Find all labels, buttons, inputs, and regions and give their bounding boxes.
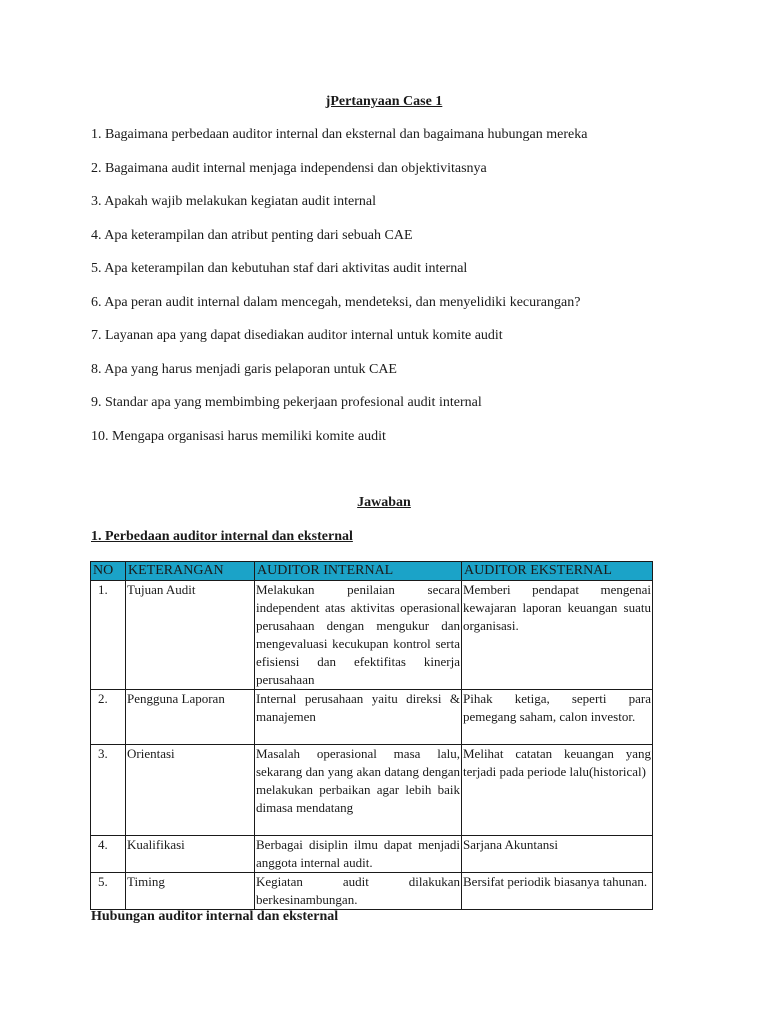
question-item: 9. Standar apa yang membimbing pekerjaan profesional audit internal [91, 395, 482, 410]
document-title: jPertanyaan Case 1 [325, 94, 443, 109]
cell-internal: Masalah operasional masa lalu, sekarang dan yang akan datang dengan melakukan perbaikan agar lebih baik dimasa mendatang [255, 745, 462, 836]
cell-keterangan: Tujuan Audit [126, 581, 255, 690]
cell-no: 1. [91, 581, 126, 690]
table-row [91, 690, 653, 745]
cell-keterangan: Kualifikasi [126, 836, 255, 873]
cell-eksternal: Melihat catatan keuangan yang terjadi pada periode lalu(historical) [462, 745, 653, 836]
question-item: 5. Apa keterampilan dan kebutuhan staf dari aktivitas audit internal [91, 261, 468, 276]
section-heading: 1. Perbedaan auditor internal dan eksternal [91, 529, 353, 544]
cell-eksternal: Bersifat periodik biasanya tahunan. [462, 873, 653, 910]
answer-heading: Jawaban [357, 495, 411, 510]
table-row [91, 745, 653, 836]
question-item: 8. Apa yang harus menjadi garis pelaporan untuk CAE [91, 361, 397, 377]
question-item: 10. Mengapa organisasi harus memiliki komite audit [91, 428, 386, 444]
question-item: 6. Apa peran audit internal dalam mencegah, mendeteksi, dan menyelidiki kecurangan? [91, 294, 581, 310]
cell-eksternal: Sarjana Akuntansi [462, 836, 653, 873]
comparison-table [90, 561, 653, 910]
question-list [91, 126, 711, 461]
table-row [91, 581, 653, 690]
cell-no: 5. [91, 873, 126, 910]
question-item: 1. Bagaimana perbedaan auditor internal dan eksternal dan bagaimana hubungan mereka [91, 127, 588, 142]
header-keterangan: KETERANGAN [126, 562, 255, 581]
cell-keterangan: Timing [126, 873, 255, 910]
table-header-row [91, 562, 653, 581]
cell-internal: Kegiatan audit dilakukan berkesinambungan. [255, 873, 462, 910]
question-item: 3. Apakah wajib melakukan kegiatan audit internal [91, 194, 376, 209]
question-item: 7. Layanan apa yang dapat disediakan auditor internal untuk komite audit [91, 328, 503, 343]
cell-internal: Internal perusahaan yaitu direksi & manajemen [255, 690, 462, 745]
table-row [91, 836, 653, 873]
cell-eksternal: Memberi pendapat mengenai kewajaran laporan keuangan suatu organisasi. [462, 581, 653, 690]
table-row [91, 873, 653, 910]
cell-internal: Berbagai disiplin ilmu dapat menjadi anggota internal audit. [255, 836, 462, 873]
cell-no: 3. [91, 745, 126, 836]
sub-heading: Hubungan auditor internal dan eksternal [91, 909, 339, 924]
cell-keterangan: Orientasi [126, 745, 255, 836]
cell-no: 4. [91, 836, 126, 873]
cell-no: 2. [91, 690, 126, 745]
cell-internal: Melakukan penilaian secara independent atas aktivitas operasional perusahaan dengan mengukur dan mengevaluasi kecukupan kontrol serta efisiensi dan efektifitas kinerja perusahaan [255, 581, 462, 690]
question-item: 4. Apa keterampilan dan atribut penting dari sebuah CAE [91, 227, 413, 243]
header-auditor-eksternal: AUDITOR EKSTERNAL [462, 562, 653, 581]
header-auditor-internal: AUDITOR INTERNAL [255, 562, 462, 581]
header-no: NO [91, 562, 126, 581]
cell-keterangan: Pengguna Laporan [126, 690, 255, 745]
question-item: 2. Bagaimana audit internal menjaga independensi dan objektivitasnya [91, 160, 487, 176]
cell-eksternal: Pihak ketiga, seperti para pemegang saham, calon investor. [462, 690, 653, 745]
